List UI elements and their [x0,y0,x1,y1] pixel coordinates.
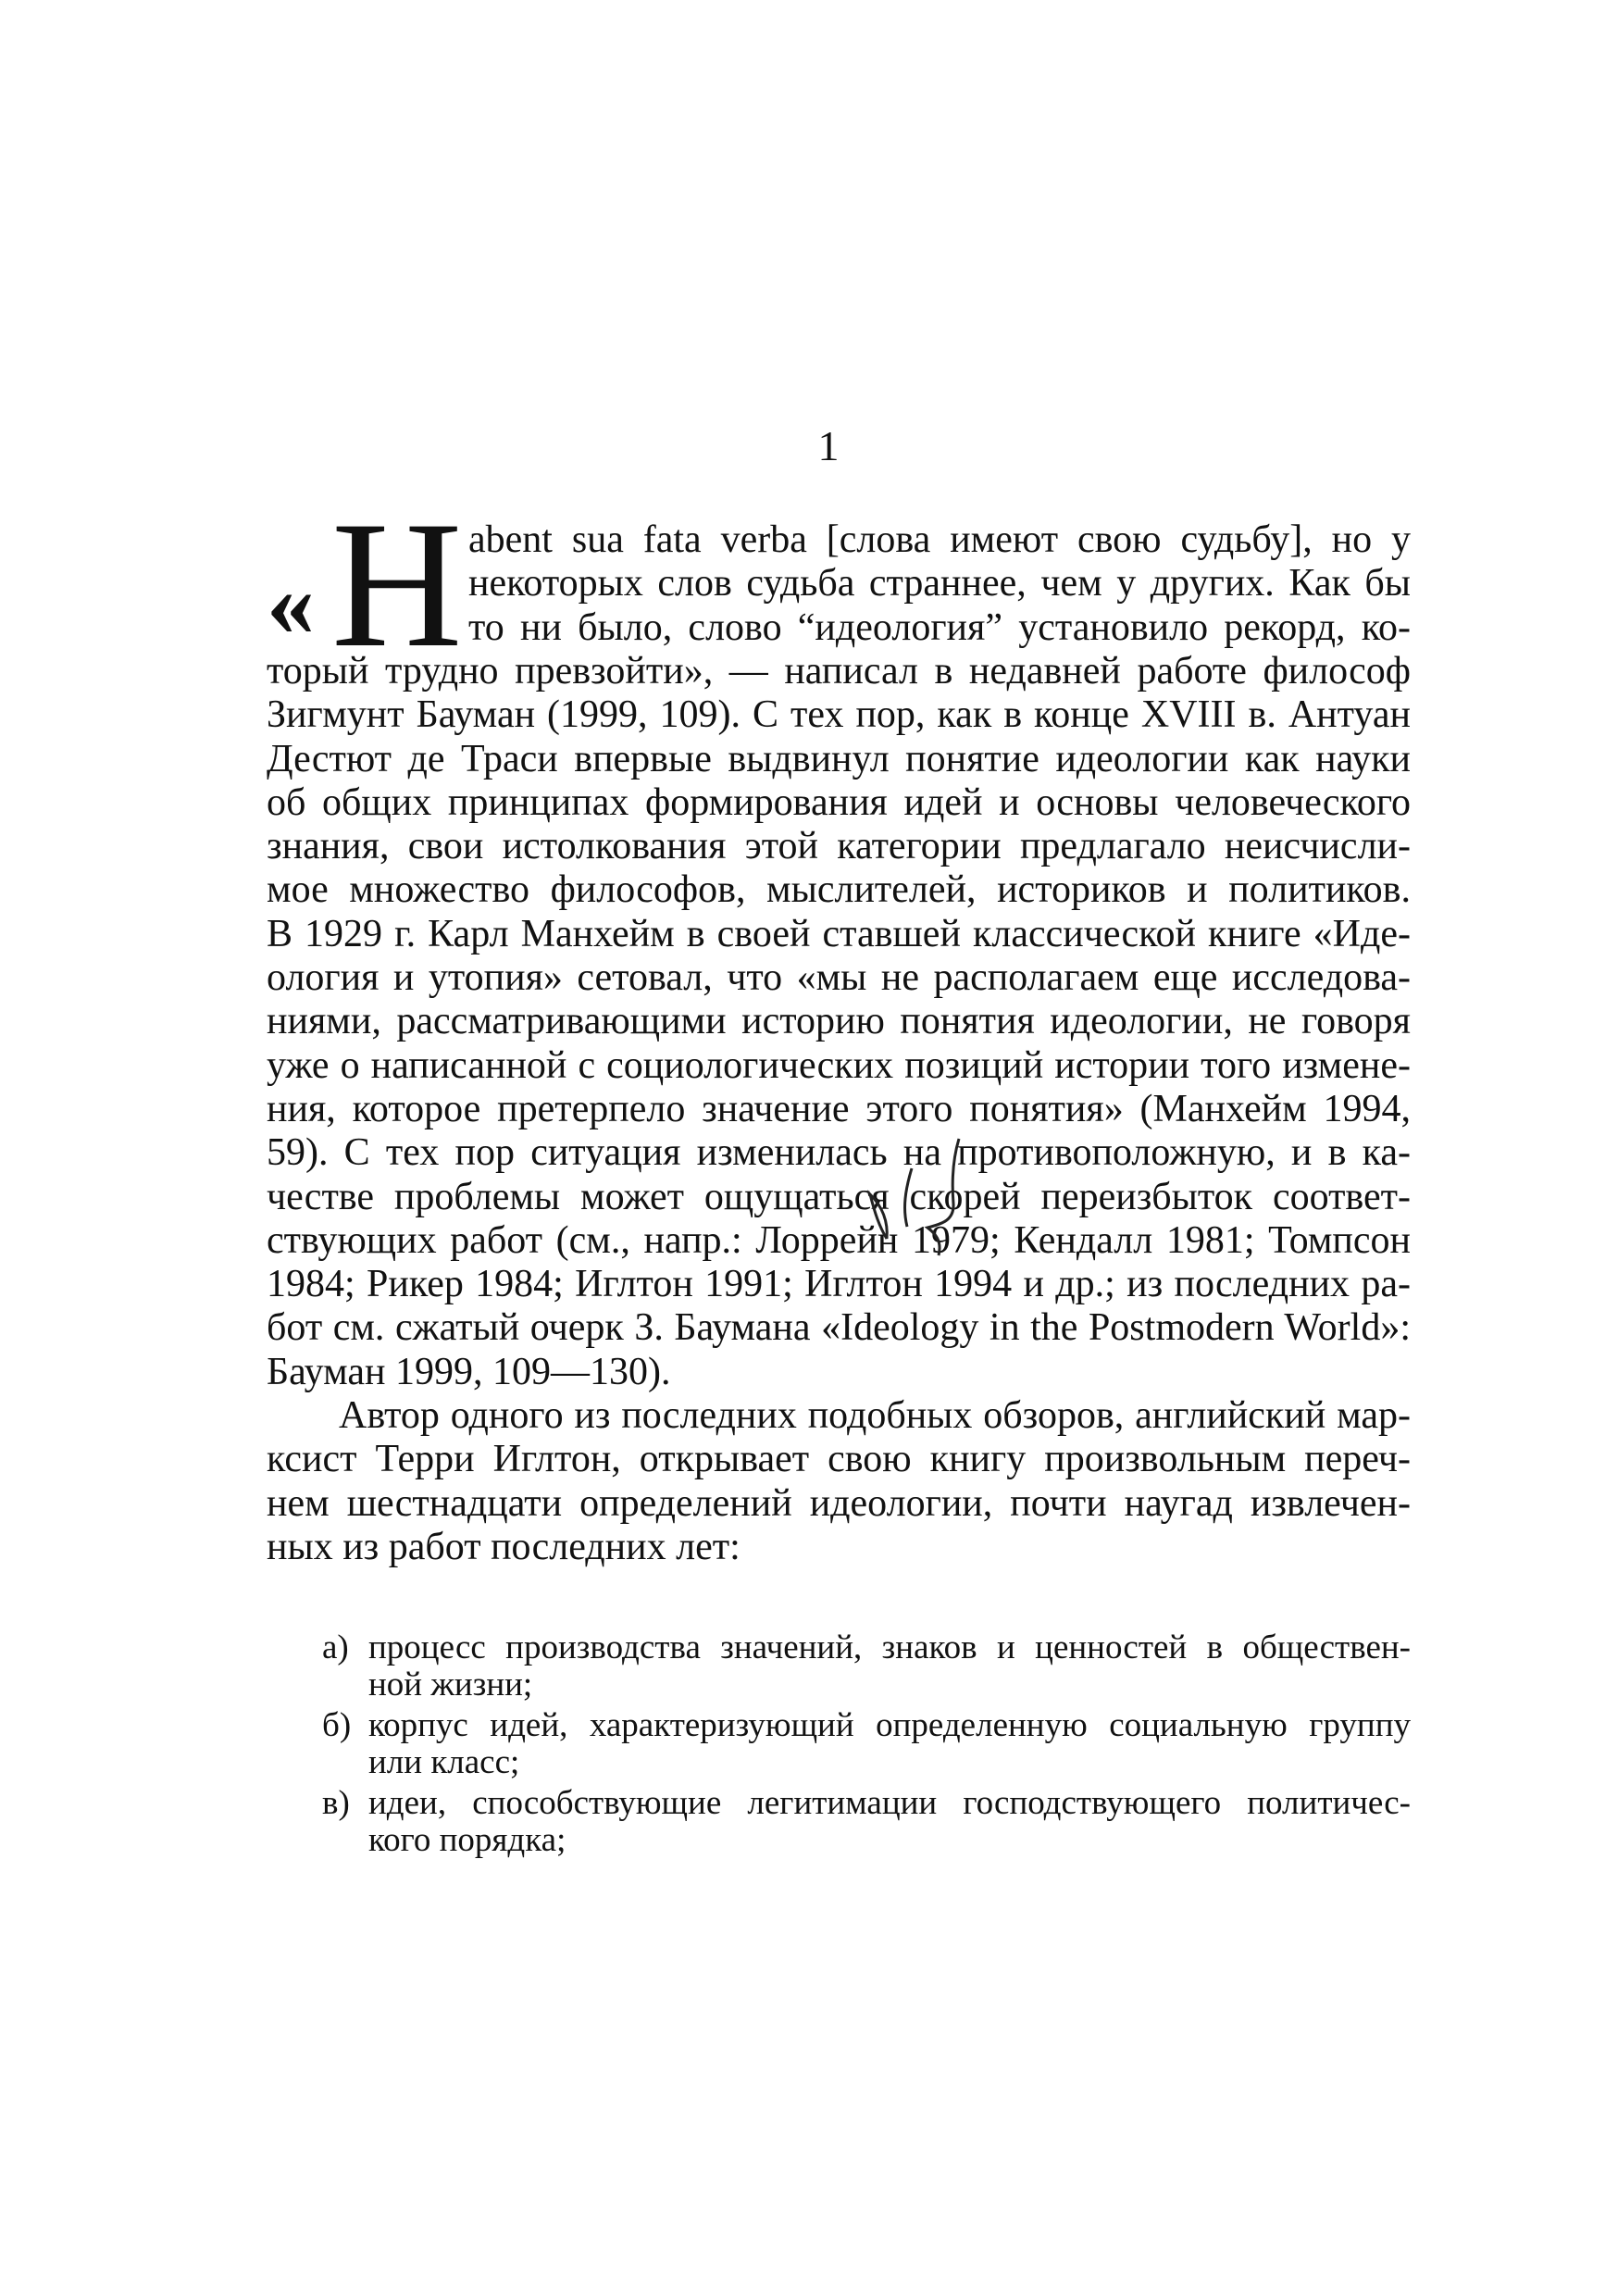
text-line: знания, свои истолкования этой категории предлагало неисчисли- [267,825,1411,868]
text-line: abent sua fata verba [слова имеют свою судьбу], но у [468,518,1411,561]
chapter-number: 1 [817,422,840,469]
opening-quote-mark: « [267,550,309,656]
list-item-line: или класс; [368,1743,520,1781]
main-text [267,484,1411,1569]
text-line: Зигмунт Бауман (1999, 109). С тех пор, как в конце XVIII в. Антуан [267,693,1411,737]
text-line: ствующих работ (см., напр.: Лоррейн 1979; Кендалл 1981; Томпсон [267,1218,1411,1262]
text-line: уже о написанной с социологических позиций истории того измене- [267,1043,1411,1087]
list-item [322,1785,1411,1859]
list-item-line: кого порядка; [368,1821,566,1859]
text-line: то ни было, слово “идеология” установило рекорд, ко- [468,605,1411,649]
text-line: 59). С тех пор ситуация изменилась на противоположную, и в ка- [267,1131,1411,1175]
drop-cap-letter: Н [331,484,463,685]
list-item-line: идеи, способствующие легитимации господствующего политичес- [368,1784,1411,1822]
text-line: В 1929 г. Карл Манхейм в своей ставшей классической книге «Иде- [267,912,1411,955]
drop-cap-lines [468,518,1411,650]
text-line: нем шестнадцати определений идеологии, почти наугад извлечен- [267,1481,1411,1525]
list-item-line: процесс производства значений, знаков и ценностей в обществен- [368,1628,1411,1666]
text-line: ния, которое претерпело значение этого понятия» (Манхейм 1994, [267,1087,1411,1130]
text-line: 1984; Рикер 1984; Иглтон 1991; Иглтон 1994 и др.; из последних ра- [267,1263,1411,1306]
text-line: Автор одного из последних подобных обзоров, английский мар- [339,1394,1411,1438]
paragraph-2 [267,1394,1411,1569]
paragraph-1-body [267,650,1411,1394]
definitions-list [322,1629,1411,1863]
text-line: ных из работ последних лет: [267,1525,741,1568]
text-line: ология и утопия» сетовал, что «мы не располагаем еще исследова- [267,956,1411,1000]
text-line: Бауман 1999, 109—130). [267,1350,671,1393]
list-marker: в) [322,1784,350,1822]
list-item-line: ной жизни; [368,1666,533,1703]
text-line: ниями, рассматривающими историю понятия идеологии, не говоря [267,1000,1411,1043]
text-line: торый трудно превзойти», — написал в недавней работе философ [267,650,1411,693]
text-line: некоторых слов судьба страннее, чем у других. Как бы [468,562,1411,605]
list-item [322,1629,1411,1703]
text-line: мое множество философов, мыслителей, историков и политиков. [267,868,1411,912]
list-item [322,1707,1411,1781]
list-item-line: корпус идей, характеризующий определенную социальную группу [368,1706,1411,1744]
list-marker: б) [322,1706,352,1744]
list-marker: а) [322,1628,349,1666]
text-line: Дестют де Траси впервые выдвинул понятие идеологии как науки [267,737,1411,780]
text-line: честве проблемы может ощущаться скорей переизбыток соответ- [267,1175,1411,1218]
text-line: об общих принципах формирования идей и основы человеческого [267,780,1411,824]
text-line: бот см. сжатый очерк З. Баумана «Ideology in the Postmodern World»: [267,1306,1411,1350]
text-line: ксист Терри Иглтон, открывает свою книгу произвольным переч- [267,1438,1411,1481]
